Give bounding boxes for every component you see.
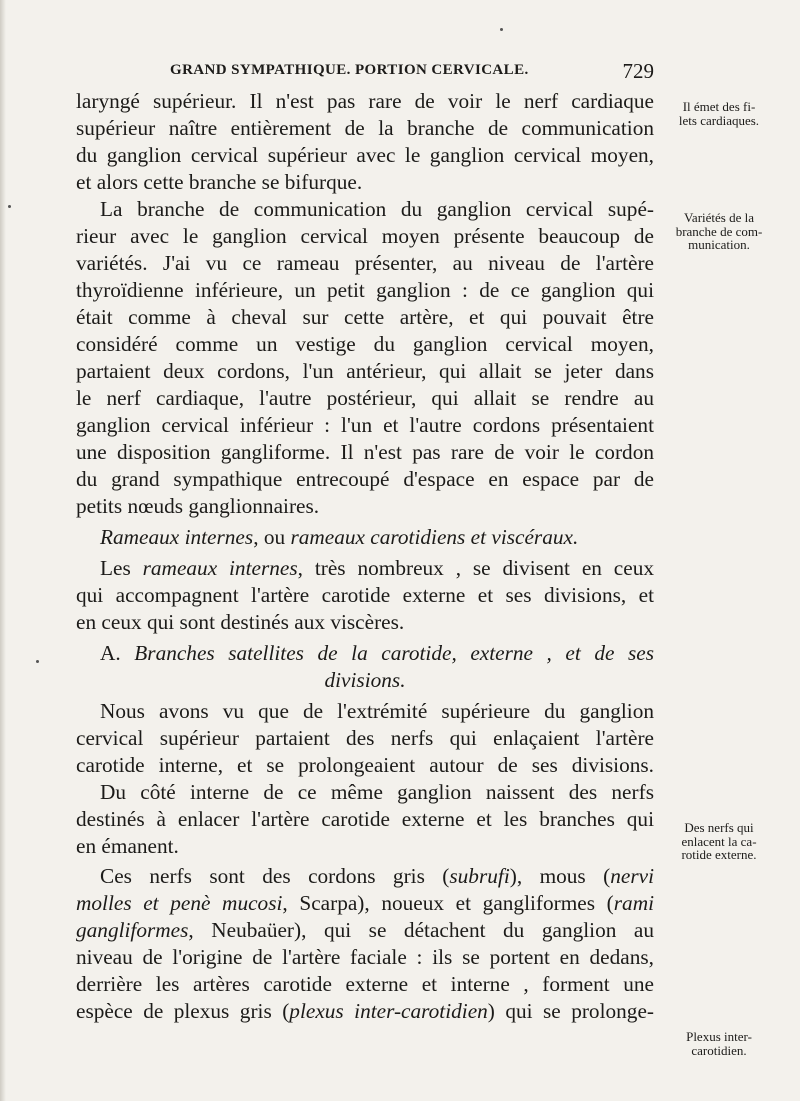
text-line: niveau de l'origine de l'artère faciale : ils se portent en dedans, bbox=[76, 945, 654, 969]
margin-note-intercarotid-plexus: Plexus inter- carotidien. bbox=[686, 1029, 752, 1058]
running-title: GRAND SYMPATHIQUE. PORTION CERVICALE. bbox=[170, 62, 529, 78]
ink-speck bbox=[8, 205, 11, 208]
text-line: du ganglion cervical supérieur avec le ganglion cervical moyen, bbox=[76, 143, 654, 167]
text-line: du grand sympathique entrecoupé d'espace en espace par de bbox=[76, 467, 654, 491]
text-line: variétés. J'ai vu ce rameau présenter, au niveau de l'artère bbox=[76, 251, 654, 275]
text-line: en ceux qui sont destinés aux viscères. bbox=[76, 610, 405, 634]
margin-note-cardiac-filaments: Il émet des fi- lets cardiaques. bbox=[678, 99, 760, 128]
ink-speck bbox=[36, 660, 39, 663]
text-line: molles et penè mucosi, Scarpa), noueux et gangliformes (rami bbox=[76, 891, 654, 915]
text-line: derrière les artères carotide externe et interne , forment une bbox=[76, 972, 654, 996]
text-line: ganglion cervical inférieur : l'un et l'autre cordons présentaient bbox=[76, 413, 654, 437]
text-line: qui accompagnent l'artère carotide externe et ses divisions, et bbox=[76, 583, 654, 607]
ink-speck bbox=[500, 28, 503, 31]
text-line: laryngé supérieur. Il n'est pas rare de voir le nerf cardiaque bbox=[76, 89, 654, 113]
text-line: thyroïdienne inférieure, un petit ganglion : de ce ganglion qui bbox=[76, 278, 654, 302]
text-line: carotide interne, et se prolongeaient autour de ses divisions. bbox=[76, 753, 654, 777]
text-line: La branche de communication du ganglion cervical supé- bbox=[100, 197, 654, 221]
text-line: une disposition gangliforme. Il n'est pas rare de voir le cordon bbox=[76, 440, 654, 464]
page-header bbox=[170, 59, 660, 86]
text-line: espèce de plexus gris (plexus inter-carotidien) qui se prolonge- bbox=[76, 999, 654, 1023]
margin-note-external-carotid-nerves: Des nerfs qui enlacent la ca- rotide externe. bbox=[681, 820, 757, 862]
text-line: était comme à cheval sur cette artère, et qui pouvait être bbox=[76, 305, 654, 329]
text-line: gangliformes, Neubaüer), qui se détachent du ganglion au bbox=[76, 918, 654, 942]
text-line: Nous avons vu que de l'extrémité supérieure du ganglion bbox=[100, 699, 654, 723]
text-line: le nerf cardiaque, l'autre postérieur, qui allait se rendre au bbox=[76, 386, 654, 410]
text-line: et alors cette branche se bifurque. bbox=[76, 170, 363, 194]
subsection-heading-cont: divisions. bbox=[324, 668, 406, 692]
margin-note-branch-varieties: Variétés de la branche de com- munication. bbox=[675, 210, 763, 252]
text-line: considéré comme un vestige du ganglion cervical moyen, bbox=[76, 332, 654, 356]
subsection-heading: A. Branches satellites de la carotide, externe , et de ses bbox=[100, 641, 654, 665]
body-text bbox=[76, 88, 654, 1025]
text-line: Les rameaux internes, très nombreux , se divisent en ceux bbox=[100, 556, 654, 580]
text-line: rieur avec le ganglion cervical moyen présente beaucoup de bbox=[76, 224, 654, 248]
text-line: supérieur naître entièrement de la branche de communication bbox=[76, 116, 654, 140]
text-line: Du côté interne de ce même ganglion naissent des nerfs bbox=[100, 780, 654, 804]
text-line: en émanent. bbox=[76, 834, 179, 858]
text-line: cervical supérieur partaient des nerfs qui enlaçaient l'artère bbox=[76, 726, 654, 750]
page-number: 729 bbox=[622, 59, 654, 83]
text-line: partaient deux cordons, l'un antérieur, qui allait se jeter dans bbox=[76, 359, 654, 383]
text-line: Ces nerfs sont des cordons gris (subrufi), mous (nervi bbox=[100, 864, 654, 888]
text-line: petits nœuds ganglionnaires. bbox=[76, 494, 320, 518]
page-edge-shadow bbox=[0, 0, 6, 1101]
text-line: destinés à enlacer l'artère carotide externe et les branches qui bbox=[76, 807, 654, 831]
section-heading: Rameaux internes, ou rameaux carotidiens et viscéraux. bbox=[100, 525, 579, 549]
